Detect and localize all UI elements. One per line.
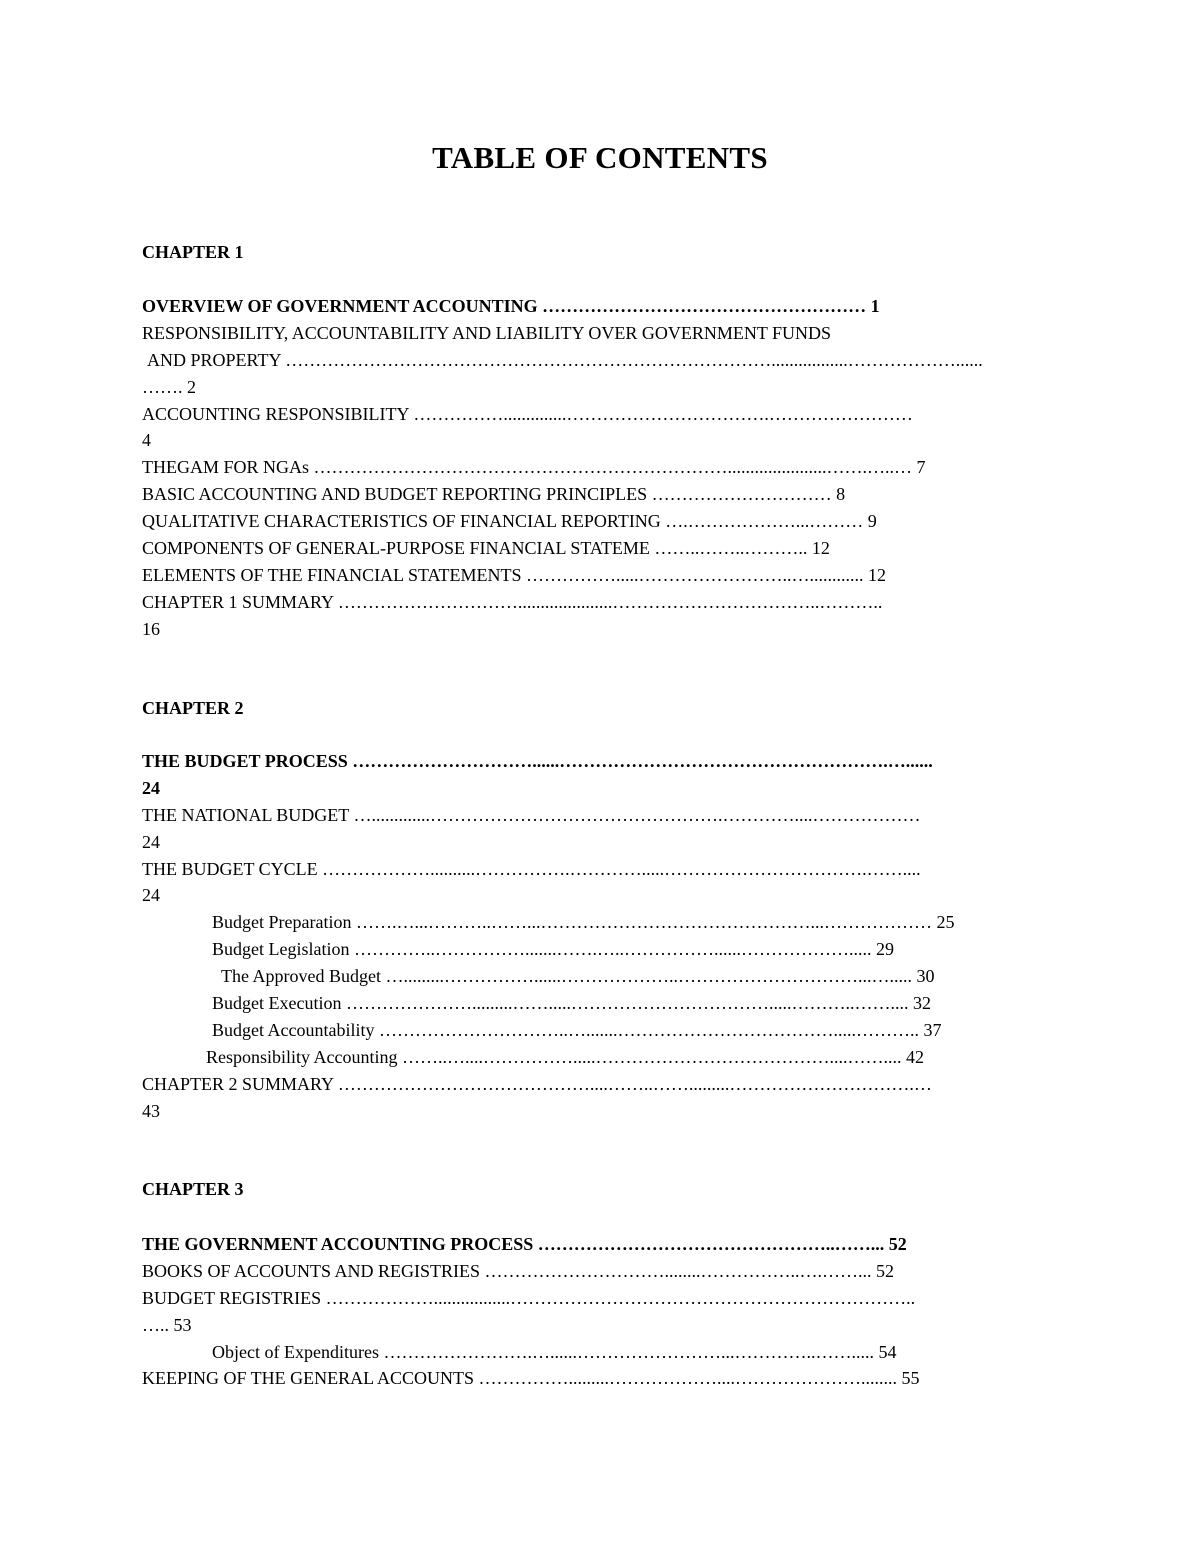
- toc-entry: Responsibility Accounting ……..…....…………….....…………………………………....…….... 42: [206, 1046, 924, 1067]
- toc-entry: ACCOUNTING RESPONSIBILITY ……………..............…………………………….……………………: [142, 403, 913, 424]
- toc-entry: CHAPTER 1 SUMMARY ………………………….....................……………………………..………..: [142, 591, 883, 612]
- toc-entry: THE GOVERNMENT ACCOUNTING PROCESS …………………………………………..……... 52: [142, 1234, 907, 1254]
- page-title: TABLE OF CONTENTS: [432, 140, 768, 175]
- toc-entry: COMPONENTS OF GENERAL-PURPOSE FINANCIAL STATEME ……..……..……….. 12: [142, 538, 830, 559]
- toc-entry: Object of Expenditures …………………….…......……………………...…………..……..... 54: [212, 1341, 897, 1362]
- toc-entry: QUALITATIVE CHARACTERISTICS OF FINANCIAL REPORTING ….………………...……… 9: [142, 511, 877, 532]
- chapter-1-entries: [142, 293, 1057, 643]
- toc-entry: BOOKS OF ACCOUNTS AND REGISTRIES …………………………........……………..….……... 52: [142, 1260, 895, 1281]
- toc-entry: 43: [142, 1100, 160, 1121]
- toc-entry: 24: [142, 777, 160, 798]
- toc-entry: RESPONSIBILITY, ACCOUNTABILITY AND LIABILITY OVER GOVERNMENT FUNDS: [142, 322, 832, 343]
- chapter-2-entries: [142, 748, 1057, 1124]
- toc-entry: Budget Execution ………………….........…….....…………………………….....………..…….... 32: [212, 993, 931, 1014]
- toc-entry: BASIC ACCOUNTING AND BUDGET REPORTING PRINCIPLES ………………………… 8: [142, 484, 846, 505]
- chapter-1-heading: CHAPTER 1: [142, 242, 244, 262]
- toc-entry: The Approved Budget ….........……………......………………..…………………………...…..... 30: [221, 966, 935, 987]
- toc-entry: THE NATIONAL BUDGET ….............………………………………………….…………....………………: [142, 804, 921, 825]
- toc-entry: ….. 53: [142, 1314, 192, 1335]
- toc-entry: OVERVIEW OF GOVERNMENT ACCOUNTING ……………………………………………… 1: [142, 296, 880, 316]
- chapter-3-heading: CHAPTER 3: [142, 1179, 244, 1199]
- toc-entry: 4: [142, 430, 151, 451]
- toc-entry: 24: [142, 831, 160, 852]
- toc-entry: Budget Accountability …………………………..….......……………………………….....……….. 37: [212, 1019, 942, 1040]
- chapter-2-heading: CHAPTER 2: [142, 698, 244, 718]
- toc-entry: AND PROPERTY ……………………………………………………………………….................………………......: [147, 349, 983, 370]
- toc-entry: THE BUDGET CYCLE ………………..........…………….………….....…………………………….……....: [142, 858, 921, 879]
- toc-entry: Budget Legislation …………..…………….......…….…..……………......………………..... 29: [212, 939, 894, 960]
- toc-entry: THE BUDGET PROCESS …………………………......……………………………………………….…......: [142, 751, 933, 771]
- chapter-3-entries: [142, 1231, 1057, 1392]
- toc-entry: ……. 2: [142, 376, 196, 397]
- toc-entry: THEGAM FOR NGAs ……………………………………………………………......................…….…..… 7: [142, 457, 926, 478]
- toc-entry: CHAPTER 2 SUMMARY ……………………………………....……..…….........………………………….…: [142, 1073, 932, 1094]
- toc-entry: ELEMENTS OF THE FINANCIAL STATEMENTS …………….....……………………..…............ 12: [142, 564, 887, 585]
- toc-entry: KEEPING OF THE GENERAL ACCOUNTS …………….........………………....…………………........ 55: [142, 1368, 920, 1389]
- toc-entry: 24: [142, 885, 160, 906]
- toc-entry: BUDGET REGISTRIES ……………….................…………………………………………………………..: [142, 1287, 916, 1308]
- toc-entry: Budget Preparation …….…...………..……...………………………………………...……………… 25: [212, 912, 955, 933]
- toc-entry: 16: [142, 618, 160, 639]
